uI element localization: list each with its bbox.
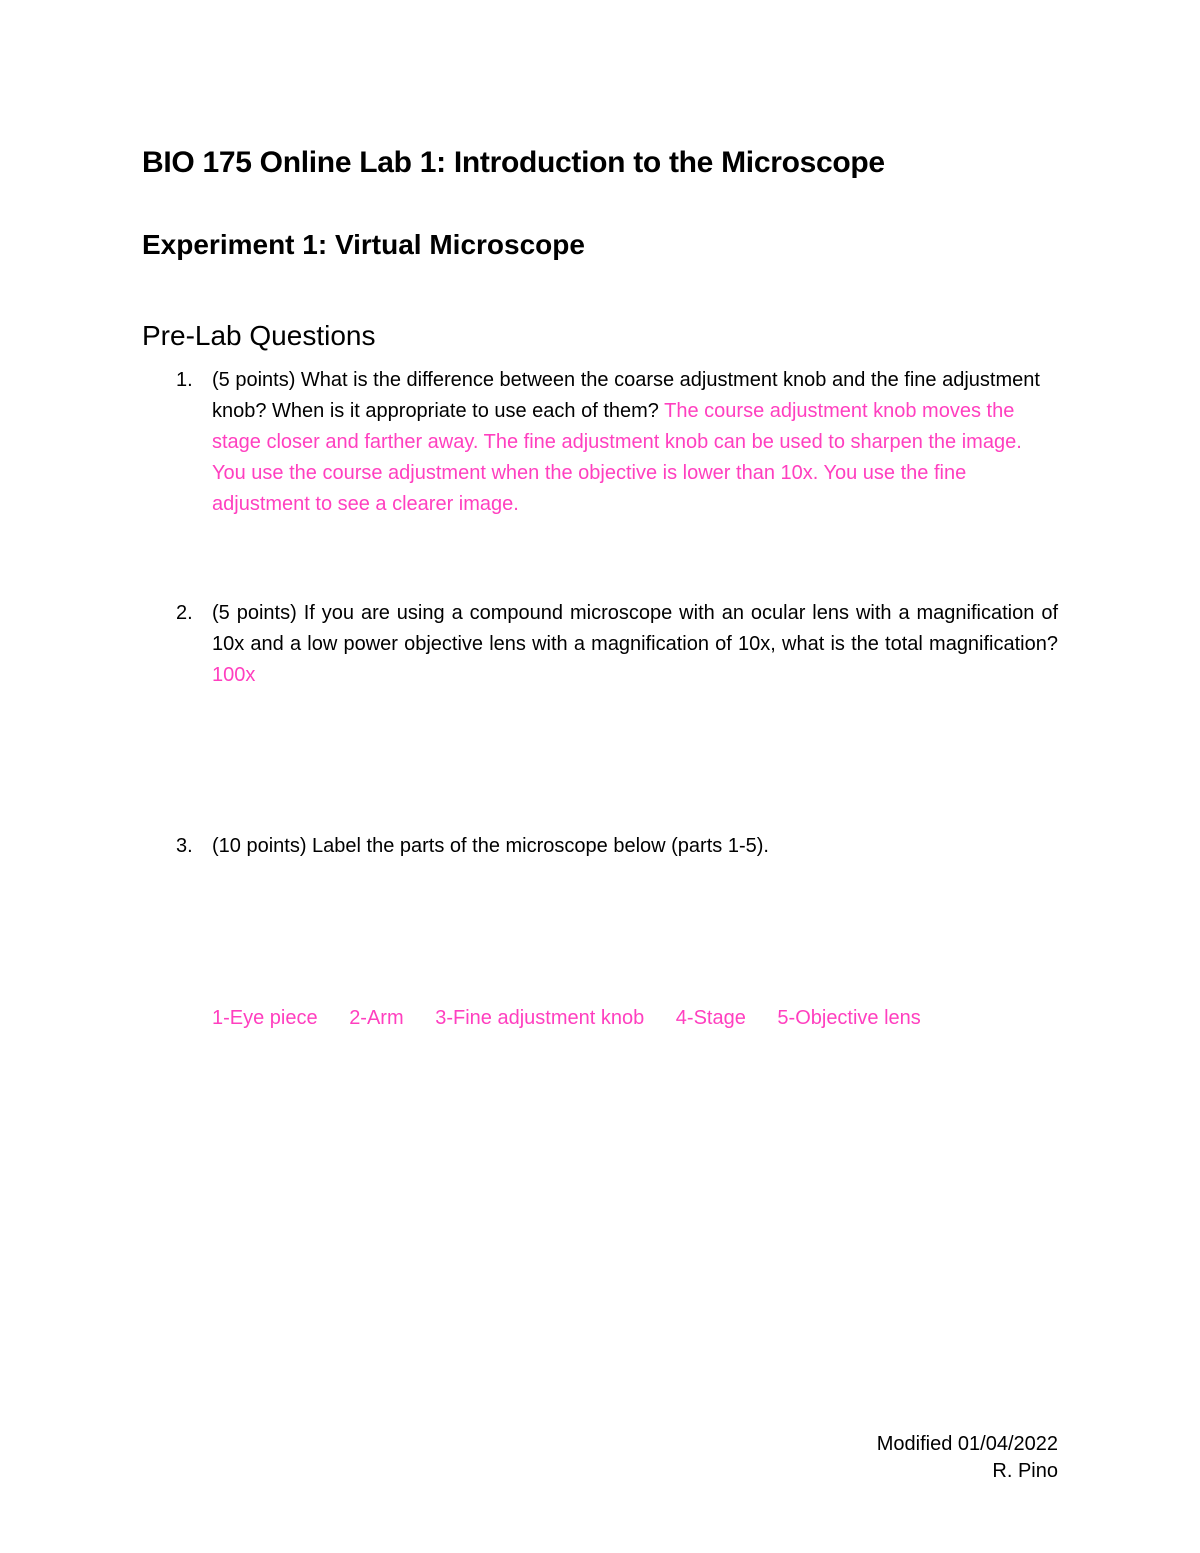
- question-1-number: 1.: [176, 369, 193, 391]
- section-heading: Pre-Lab Questions: [142, 320, 376, 351]
- question-3-text: (10 points) Label the parts of the microscope below (parts 1-5).: [212, 835, 769, 857]
- question-1-body: [212, 365, 1058, 520]
- experiment-heading: Experiment 1: Virtual Microscope: [142, 229, 585, 260]
- part-label-4: 4-Stage: [675, 1007, 746, 1029]
- question-1-text: (5 points) What is the difference between the coarse adjustment knob and the fine adjustment knob? When is it appropriate to use each of them?: [212, 369, 1040, 422]
- question-2-answer: 100x: [212, 664, 256, 686]
- modified-date: Modified 01/04/2022: [876, 1433, 1058, 1455]
- question-1: [176, 365, 1058, 520]
- question-2-body: [212, 598, 1058, 691]
- microscope-parts-answer: [212, 1003, 921, 1034]
- document-title: BIO 175 Online Lab 1: Introduction to the Microscope: [142, 146, 885, 179]
- part-label-1: 1-Eye piece: [212, 1007, 318, 1029]
- document-footer: [877, 1431, 1058, 1485]
- part-label-3: 3-Fine adjustment knob: [435, 1007, 645, 1029]
- author-name: R. Pino: [992, 1460, 1058, 1482]
- question-2-text: (5 points) If you are using a compound microscope with an ocular lens with a magnification of 10x and a low power objective lens with a magnification of 10x, what is the total magnification?: [212, 602, 1058, 655]
- question-2-number: 2.: [176, 602, 193, 624]
- question-1-answer: The course adjustment knob moves the stage closer and farther away. The fine adjustment knob can be used to sharpen the image. You use the course adjustment when the objective is lower than 10x. You use the fine adjustment to see a clearer image.: [212, 400, 1022, 515]
- part-label-5: 5-Objective lens: [777, 1007, 921, 1029]
- question-3-number: 3.: [176, 835, 193, 857]
- question-3-body: [212, 831, 1058, 862]
- question-3: [176, 831, 1058, 862]
- question-2: [176, 598, 1058, 691]
- part-label-2: 2-Arm: [349, 1007, 404, 1029]
